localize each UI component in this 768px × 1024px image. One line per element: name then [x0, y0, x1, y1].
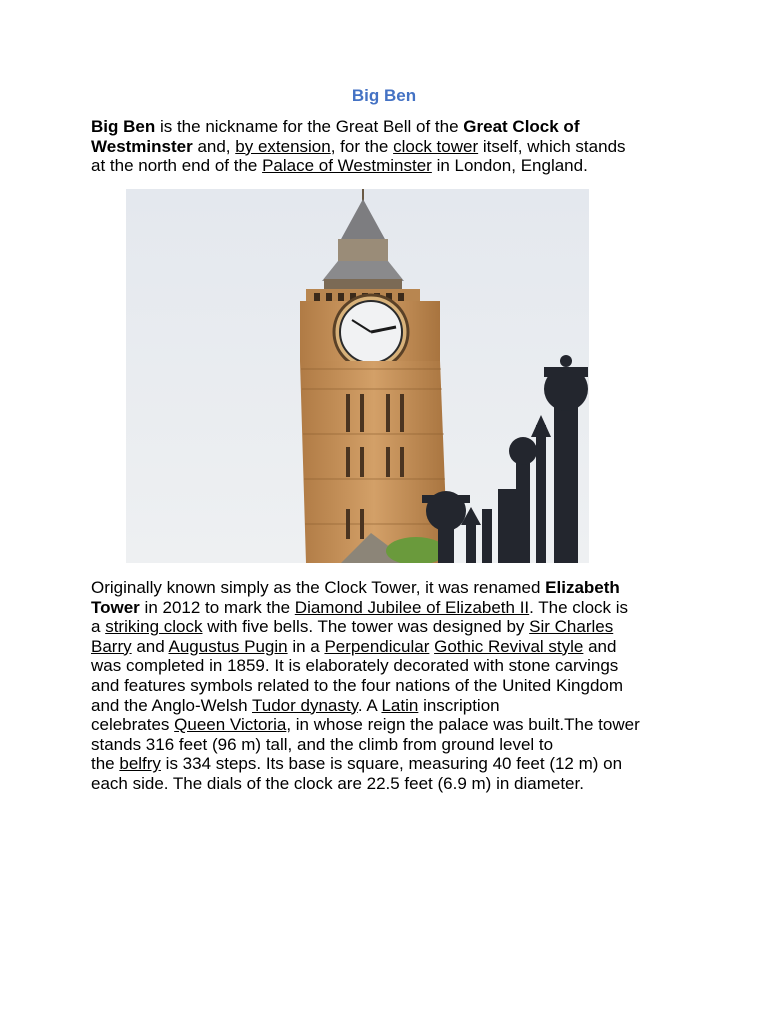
link-queen-victoria[interactable]: Queen Victoria	[174, 715, 287, 735]
text-run: with five bells. The tower was designed by	[202, 617, 530, 637]
link-latin[interactable]: Latin	[381, 695, 419, 715]
text-run: and features symbols related to the four nations of the United Kingdom	[91, 675, 624, 695]
bold-term: Elizabeth	[545, 578, 620, 597]
intro-line-3	[91, 156, 691, 176]
text-run: is the nickname for the Great Bell of the	[155, 117, 464, 136]
history-line-8	[91, 715, 691, 735]
big-ben-illustration	[126, 189, 589, 563]
big-ben-photo	[126, 189, 589, 563]
text-run: each side. The dials of the clock are 22.5 feet (6.9 m) in diameter.	[91, 773, 584, 793]
link-barry[interactable]: Barry	[91, 636, 132, 656]
bold-term: Great Clock of	[463, 117, 580, 136]
history-line-9	[91, 735, 691, 755]
history-line-11	[91, 774, 691, 794]
text-run: and	[583, 636, 617, 656]
text-run: a	[91, 617, 106, 637]
link-gothic-revival[interactable]: Gothic Revival style	[434, 636, 584, 656]
text-run: in a	[287, 636, 325, 656]
text-run: is 334 steps. Its base is square, measuring 40 feet (12 m) on	[160, 754, 623, 774]
history-line-4	[91, 637, 691, 657]
text-run: . The clock is	[529, 597, 629, 617]
text-run: celebrates	[91, 715, 175, 735]
history-line-3	[91, 617, 691, 637]
bold-term: Tower	[91, 597, 140, 617]
history-line-10	[91, 754, 691, 774]
history-line-6	[91, 676, 691, 696]
tower-shaft	[300, 361, 448, 563]
bold-term: Westminster	[91, 136, 193, 156]
text-run: at the north end of the	[91, 156, 263, 176]
link-striking-clock[interactable]: striking clock	[105, 617, 203, 637]
text-run: was completed in 1859. It is elaborately decorated with stone carvings	[91, 656, 619, 676]
text-run: itself, which stands	[478, 136, 626, 156]
link-augustus-pugin[interactable]: Augustus Pugin	[168, 636, 288, 656]
link-perpendicular[interactable]: Perpendicular	[324, 636, 430, 656]
text-run: . A	[357, 695, 382, 715]
history-line-5	[91, 656, 691, 676]
text-run: the	[91, 754, 120, 774]
link-clock-tower[interactable]: clock tower	[393, 136, 479, 156]
intro-paragraph	[91, 117, 691, 176]
link-tudor-dynasty[interactable]: Tudor dynasty	[252, 695, 358, 715]
history-line-7	[91, 696, 691, 716]
text-run: stands 316 feet (96 m) tall, and the climb from ground level to	[91, 734, 554, 754]
text-run: and,	[192, 136, 236, 156]
bold-term: Big Ben	[91, 117, 156, 136]
text-run: Originally known simply as the Clock Tower, it was renamed	[91, 578, 546, 597]
text-run: inscription	[418, 695, 500, 715]
intro-line-2	[91, 137, 691, 157]
history-paragraph	[91, 578, 691, 794]
history-line-1	[91, 578, 691, 598]
text-run: and	[131, 636, 169, 656]
link-by-extension[interactable]: by extension	[235, 136, 331, 156]
text-run: , for the	[330, 136, 394, 156]
history-line-2	[91, 598, 691, 618]
page-title: Big Ben	[351, 86, 417, 105]
text-run: , in whose reign the palace was built.The tower	[286, 715, 640, 735]
link-diamond-jubilee[interactable]: Diamond Jubilee of Elizabeth II	[294, 597, 530, 617]
text-run: in London, England.	[431, 156, 588, 176]
link-sir-charles-barry[interactable]: Sir Charles	[529, 617, 614, 637]
link-belfry[interactable]: belfry	[119, 754, 161, 774]
text-run: in 2012 to mark the	[139, 597, 295, 617]
intro-line-1	[91, 117, 691, 137]
link-palace-of-westminster[interactable]: Palace of Westminster	[262, 156, 432, 176]
text-run: and the Anglo-Welsh	[91, 695, 252, 715]
